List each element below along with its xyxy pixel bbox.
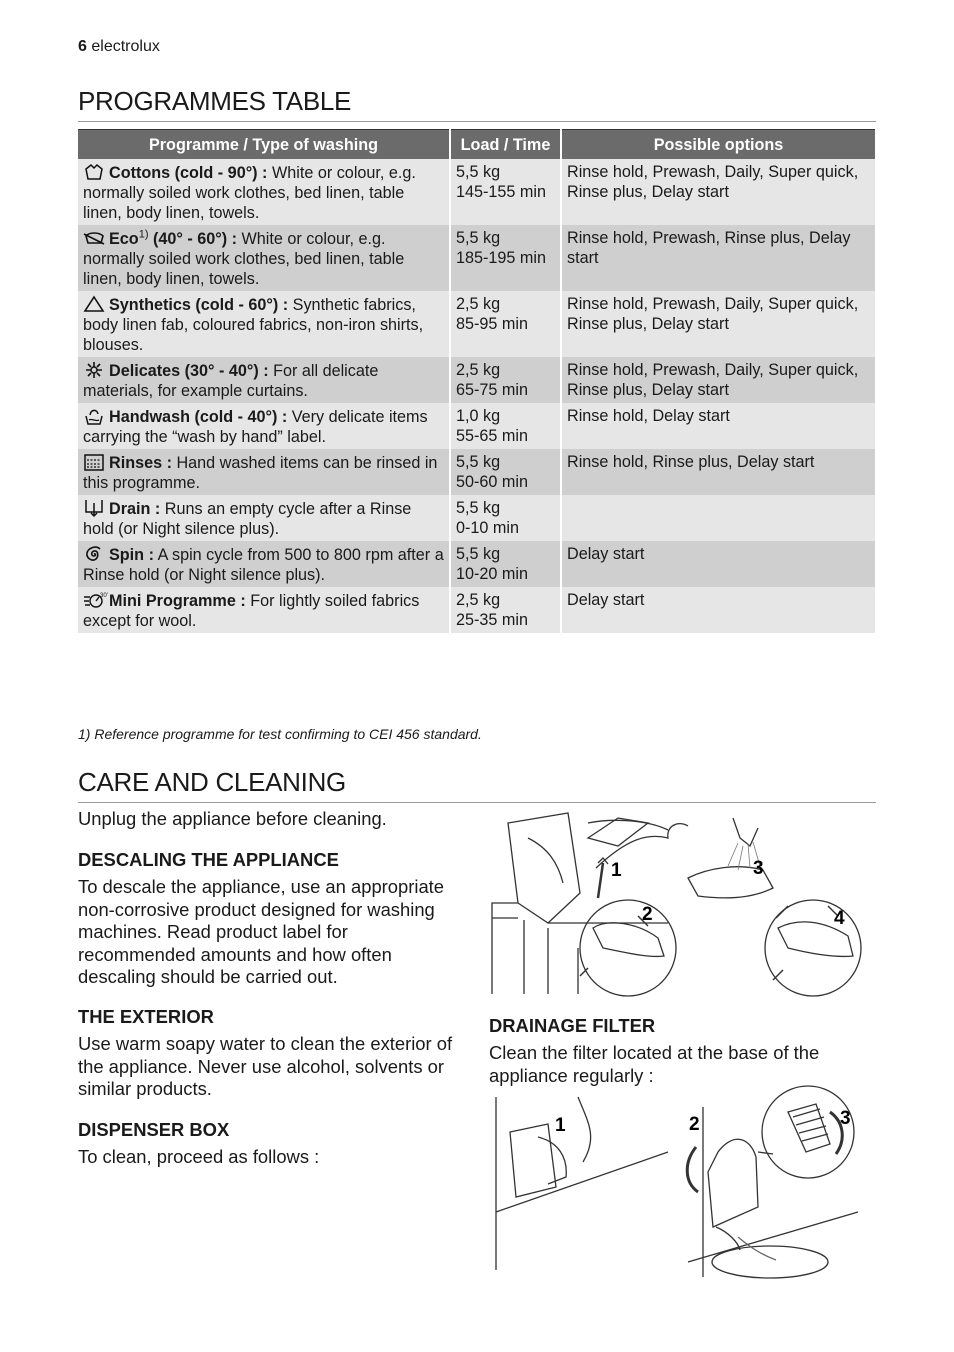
column-header-load-text: Load / Time <box>460 136 551 154</box>
options-cell: Rinse hold, Prewash, Daily, Super quick, Rinse plus, Delay start <box>561 357 875 403</box>
programme-name: Delicates (30° - 40°) : <box>109 362 269 380</box>
table-row <box>78 541 875 587</box>
programme-description: Synthetic fabrics, body linen fab, coloured fabrics, non-iron shirts, blouses. <box>83 296 424 354</box>
table-row <box>78 291 875 357</box>
programme-description: Very delicate items carrying the “wash by hand” label. <box>83 408 428 446</box>
exterior-text: Use warm soapy water to clean the exterior of the appliance. Never use alcohol, solvents or similar products. <box>78 1033 453 1099</box>
dispenser-box-illustration <box>488 808 873 1003</box>
programme-description: A spin cycle from 500 to 800 rpm after a Rinse hold (or Night silence plus). <box>83 546 444 584</box>
options-cell: Delay start <box>561 587 875 633</box>
options-cell: Rinse hold, Rinse plus, Delay start <box>561 449 875 495</box>
programme-name: Drain : <box>109 500 161 518</box>
load-value: 5,5 kg <box>456 229 501 247</box>
load-value: 2,5 kg <box>456 295 501 313</box>
drain-step-label-1: 1 <box>555 1115 566 1136</box>
page-header <box>78 38 160 56</box>
programme-description: For lightly soiled fabrics except for wool. <box>83 592 420 630</box>
options-cell: Delay start <box>561 541 875 587</box>
programme-cell <box>78 357 450 403</box>
load-value: 5,5 kg <box>456 163 501 181</box>
time-value: 85-95 min <box>456 315 528 333</box>
time-value: 0-10 min <box>456 519 519 537</box>
care-title: CARE AND CLEANING <box>78 767 876 803</box>
table-footnote: 1) Reference programme for test confirming to CEI 456 standard. <box>78 726 482 742</box>
step-label-3: 3 <box>753 858 764 879</box>
table-row <box>78 225 875 291</box>
programme-cell <box>78 449 450 495</box>
programme-footnote-ref: 1) <box>138 228 149 241</box>
mini-programme-icon <box>83 590 108 610</box>
programme-name: Mini Programme : <box>109 592 246 610</box>
load-time-cell <box>450 225 561 291</box>
options-cell: Rinse hold, Prewash, Daily, Super quick, Rinse plus, Delay start <box>561 291 875 357</box>
load-time-cell <box>450 291 561 357</box>
drainage-text: Clean the filter located at the base of the appliance regularly : <box>489 1042 820 1086</box>
programme-cell <box>78 587 450 633</box>
load-time-cell <box>450 357 561 403</box>
load-time-cell <box>450 449 561 495</box>
cottons-icon <box>83 162 105 182</box>
eco-icon <box>83 228 105 248</box>
synthetics-icon <box>83 294 105 314</box>
load-time-cell <box>450 495 561 541</box>
programme-description: For all delicate materials, for example curtains. <box>83 362 379 400</box>
programmes-table <box>78 129 875 633</box>
care-intro: Unplug the appliance before cleaning. <box>78 808 387 829</box>
programme-description: White or colour, e.g. normally soiled work clothes, bed linen, table linen, body linen, towels. <box>83 164 416 222</box>
svg-text:30′: 30′ <box>100 593 108 599</box>
descaling-text: To descale the appliance, use an appropriate non-corrosive product designed for washing machines. Read product label for recommended amounts and how often descaling should be carried out. <box>78 876 445 987</box>
programme-name: Handwash (cold - 40°) : <box>109 408 288 426</box>
column-header-load <box>450 130 561 160</box>
programme-cell <box>78 403 450 449</box>
time-value: 25-35 min <box>456 611 528 629</box>
load-value: 5,5 kg <box>456 545 501 563</box>
page-number: 6 <box>78 38 87 55</box>
time-value: 185-195 min <box>456 249 546 267</box>
programme-cell <box>78 225 450 291</box>
load-time-cell <box>450 587 561 633</box>
load-value: 5,5 kg <box>456 453 501 471</box>
load-value: 1,0 kg <box>456 407 501 425</box>
programme-cell <box>78 495 450 541</box>
load-value: 5,5 kg <box>456 499 501 517</box>
brand-name: electrolux <box>91 38 160 55</box>
handwash-icon <box>83 406 105 426</box>
programme-cell <box>78 291 450 357</box>
time-value: 65-75 min <box>456 381 528 399</box>
time-value: 10-20 min <box>456 565 528 583</box>
column-header-options: Possible options <box>561 130 875 160</box>
load-time-cell <box>450 541 561 587</box>
programme-name: Synthetics (cold - 60°) : <box>109 296 289 314</box>
programmes-title: PROGRAMMES TABLE <box>78 86 876 122</box>
drainage-filter-illustration <box>488 1092 873 1282</box>
programme-description: Runs an empty cycle after a Rinse hold (or Night silence plus). <box>83 500 412 538</box>
load-value: 2,5 kg <box>456 591 501 609</box>
drainage-heading: DRAINAGE FILTER <box>489 1015 656 1036</box>
spin-icon <box>83 544 105 564</box>
load-value: 2,5 kg <box>456 361 501 379</box>
programme-name-temp: (40° - 60°) : <box>148 230 237 248</box>
table-header-row <box>78 130 875 160</box>
drain-step-label-3: 3 <box>840 1108 851 1129</box>
options-cell <box>561 495 875 541</box>
options-cell: Rinse hold, Prewash, Rinse plus, Delay start <box>561 225 875 291</box>
programme-name: Eco <box>109 230 139 248</box>
programme-description: White or colour, e.g. normally soiled work clothes, bed linen, table linen, body linen, towels. <box>83 230 405 288</box>
time-value: 50-60 min <box>456 473 528 491</box>
programme-cell <box>78 541 450 587</box>
table-row <box>78 495 875 541</box>
programme-description: Hand washed items can be rinsed in this programme. <box>83 454 438 492</box>
dispenser-text: To clean, proceed as follows : <box>78 1146 320 1167</box>
step-label-2: 2 <box>642 904 653 925</box>
table-row <box>78 357 875 403</box>
table-row <box>78 587 875 633</box>
programme-name: Rinses : <box>109 454 172 472</box>
rinses-icon <box>83 452 105 472</box>
time-value: 145-155 min <box>456 183 546 201</box>
descaling-heading: DESCALING THE APPLIANCE <box>78 849 339 870</box>
programme-name: Spin : <box>109 546 154 564</box>
time-value: 55-65 min <box>456 427 528 445</box>
options-cell: Rinse hold, Delay start <box>561 403 875 449</box>
programme-name: Cottons (cold - 90°) : <box>109 164 268 182</box>
programme-cell <box>78 159 450 225</box>
drain-icon <box>83 498 105 518</box>
exterior-heading: THE EXTERIOR <box>78 1006 214 1027</box>
load-time-cell <box>450 403 561 449</box>
step-label-1: 1 <box>611 860 622 881</box>
table-row <box>78 159 875 225</box>
table-row <box>78 449 875 495</box>
options-cell: Rinse hold, Prewash, Daily, Super quick, Rinse plus, Delay start <box>561 159 875 225</box>
step-label-4: 4 <box>834 908 845 929</box>
drain-step-label-2: 2 <box>689 1114 700 1135</box>
load-time-cell <box>450 159 561 225</box>
dispenser-heading: DISPENSER BOX <box>78 1119 230 1140</box>
delicates-icon <box>83 360 105 380</box>
table-row <box>78 403 875 449</box>
column-header-programme: Programme / Type of washing <box>78 130 450 160</box>
